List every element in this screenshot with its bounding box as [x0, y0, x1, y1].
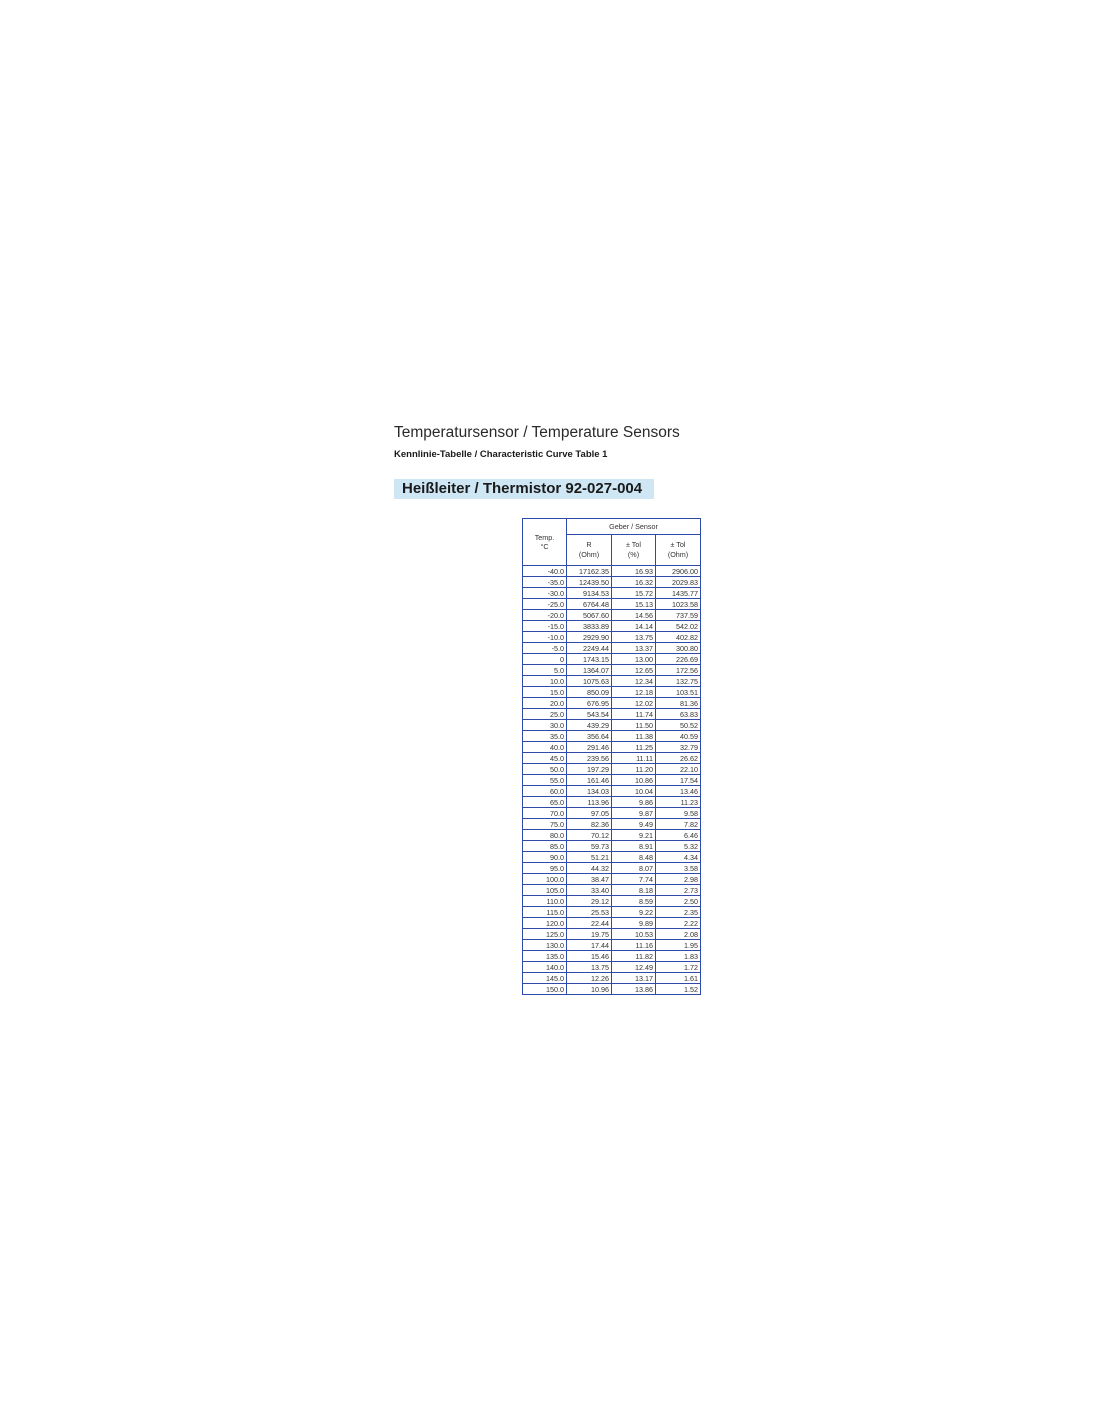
- table-row: [523, 940, 701, 951]
- cell-resistance: 12.26: [567, 973, 612, 984]
- cell-resistance: 17.44: [567, 940, 612, 951]
- cell-tolerance-ohm: 9.58: [656, 808, 701, 819]
- table-row: [523, 962, 701, 973]
- cell-temperature: -20.0: [523, 610, 567, 621]
- cell-tolerance-ohm: 7.82: [656, 819, 701, 830]
- cell-tolerance-percent: 13.75: [612, 632, 656, 643]
- header-tolerance-ohm: [656, 535, 701, 566]
- cell-resistance: 15.46: [567, 951, 612, 962]
- cell-tolerance-ohm: 63.83: [656, 709, 701, 720]
- cell-resistance: 51.21: [567, 852, 612, 863]
- cell-resistance: 1743.15: [567, 654, 612, 665]
- cell-tolerance-percent: 16.32: [612, 577, 656, 588]
- cell-tolerance-percent: 10.04: [612, 786, 656, 797]
- cell-temperature: -15.0: [523, 621, 567, 632]
- cell-temperature: 110.0: [523, 896, 567, 907]
- cell-resistance: 38.47: [567, 874, 612, 885]
- table-row: [523, 764, 701, 775]
- table-row: [523, 973, 701, 984]
- table-row: [523, 654, 701, 665]
- cell-tolerance-ohm: 50.52: [656, 720, 701, 731]
- header-tolerance-percent-label: ± Tol (%): [626, 540, 641, 559]
- table-row: [523, 819, 701, 830]
- cell-tolerance-percent: 9.87: [612, 808, 656, 819]
- cell-resistance: 676.95: [567, 698, 612, 709]
- cell-temperature: -25.0: [523, 599, 567, 610]
- cell-temperature: 145.0: [523, 973, 567, 984]
- cell-resistance: 543.54: [567, 709, 612, 720]
- cell-resistance: 356.64: [567, 731, 612, 742]
- cell-temperature: 55.0: [523, 775, 567, 786]
- cell-tolerance-percent: 11.74: [612, 709, 656, 720]
- cell-resistance: 291.46: [567, 742, 612, 753]
- cell-temperature: 120.0: [523, 918, 567, 929]
- cell-tolerance-percent: 10.86: [612, 775, 656, 786]
- table-row: [523, 808, 701, 819]
- cell-temperature: 10.0: [523, 676, 567, 687]
- cell-resistance: 82.36: [567, 819, 612, 830]
- cell-tolerance-ohm: 226.69: [656, 654, 701, 665]
- header-temperature-label: Temp. °C: [534, 533, 555, 551]
- cell-temperature: 75.0: [523, 819, 567, 830]
- cell-resistance: 3833.89: [567, 621, 612, 632]
- cell-tolerance-ohm: 32.79: [656, 742, 701, 753]
- cell-tolerance-ohm: 5.32: [656, 841, 701, 852]
- cell-resistance: 17162.35: [567, 566, 612, 577]
- cell-tolerance-ohm: 3.58: [656, 863, 701, 874]
- table-row: [523, 830, 701, 841]
- cell-tolerance-ohm: 40.59: [656, 731, 701, 742]
- cell-tolerance-ohm: 300.80: [656, 643, 701, 654]
- cell-tolerance-percent: 9.49: [612, 819, 656, 830]
- cell-temperature: 50.0: [523, 764, 567, 775]
- table-row: [523, 632, 701, 643]
- cell-tolerance-ohm: 737.59: [656, 610, 701, 621]
- cell-resistance: 70.12: [567, 830, 612, 841]
- table-row: [523, 885, 701, 896]
- cell-temperature: 130.0: [523, 940, 567, 951]
- table-row: [523, 852, 701, 863]
- table-row: [523, 665, 701, 676]
- cell-tolerance-percent: 15.13: [612, 599, 656, 610]
- cell-resistance: 439.29: [567, 720, 612, 731]
- product-heading: Heißleiter / Thermistor 92-027-004: [394, 479, 654, 499]
- cell-resistance: 22.44: [567, 918, 612, 929]
- cell-temperature: 135.0: [523, 951, 567, 962]
- cell-temperature: 105.0: [523, 885, 567, 896]
- cell-resistance: 1364.07: [567, 665, 612, 676]
- cell-temperature: 90.0: [523, 852, 567, 863]
- table-row: [523, 863, 701, 874]
- cell-tolerance-ohm: 132.75: [656, 676, 701, 687]
- header-sensor-group: Geber / Sensor: [567, 519, 701, 535]
- table-row: [523, 841, 701, 852]
- cell-resistance: 97.05: [567, 808, 612, 819]
- table-row: [523, 621, 701, 632]
- cell-resistance: 13.75: [567, 962, 612, 973]
- cell-tolerance-percent: 11.25: [612, 742, 656, 753]
- cell-tolerance-ohm: 4.34: [656, 852, 701, 863]
- cell-tolerance-percent: 13.00: [612, 654, 656, 665]
- cell-tolerance-percent: 8.91: [612, 841, 656, 852]
- cell-tolerance-ohm: 542.02: [656, 621, 701, 632]
- cell-tolerance-percent: 14.14: [612, 621, 656, 632]
- cell-tolerance-ohm: 1.52: [656, 984, 701, 995]
- cell-tolerance-percent: 13.86: [612, 984, 656, 995]
- cell-tolerance-ohm: 103.51: [656, 687, 701, 698]
- cell-tolerance-ohm: 11.23: [656, 797, 701, 808]
- cell-resistance: 44.32: [567, 863, 612, 874]
- table-row: [523, 797, 701, 808]
- cell-tolerance-ohm: 1.61: [656, 973, 701, 984]
- table-row: [523, 610, 701, 621]
- cell-tolerance-ohm: 81.36: [656, 698, 701, 709]
- table-row: [523, 698, 701, 709]
- cell-temperature: 0: [523, 654, 567, 665]
- cell-tolerance-ohm: 2.50: [656, 896, 701, 907]
- cell-tolerance-percent: 12.65: [612, 665, 656, 676]
- cell-tolerance-percent: 9.22: [612, 907, 656, 918]
- cell-tolerance-percent: 7.74: [612, 874, 656, 885]
- cell-tolerance-ohm: 2.08: [656, 929, 701, 940]
- cell-tolerance-percent: 8.18: [612, 885, 656, 896]
- cell-tolerance-ohm: 2.98: [656, 874, 701, 885]
- cell-temperature: 35.0: [523, 731, 567, 742]
- table-row: [523, 786, 701, 797]
- cell-tolerance-percent: 12.02: [612, 698, 656, 709]
- cell-tolerance-percent: 11.20: [612, 764, 656, 775]
- cell-tolerance-percent: 16.93: [612, 566, 656, 577]
- cell-resistance: 850.09: [567, 687, 612, 698]
- cell-temperature: -5.0: [523, 643, 567, 654]
- cell-temperature: 15.0: [523, 687, 567, 698]
- cell-temperature: -30.0: [523, 588, 567, 599]
- cell-tolerance-ohm: 2906.00: [656, 566, 701, 577]
- cell-temperature: 30.0: [523, 720, 567, 731]
- cell-tolerance-percent: 9.86: [612, 797, 656, 808]
- cell-temperature: 85.0: [523, 841, 567, 852]
- cell-tolerance-ohm: 2.35: [656, 907, 701, 918]
- table-row: [523, 742, 701, 753]
- header-resistance-label: R (Ohm): [578, 540, 600, 559]
- table-row: [523, 588, 701, 599]
- cell-temperature: -35.0: [523, 577, 567, 588]
- cell-resistance: 113.96: [567, 797, 612, 808]
- cell-resistance: 2249.44: [567, 643, 612, 654]
- cell-temperature: 140.0: [523, 962, 567, 973]
- cell-tolerance-ohm: 1023.58: [656, 599, 701, 610]
- cell-tolerance-percent: 12.49: [612, 962, 656, 973]
- cell-tolerance-percent: 15.72: [612, 588, 656, 599]
- table-row: [523, 687, 701, 698]
- table-row: [523, 874, 701, 885]
- table-row: [523, 577, 701, 588]
- cell-temperature: 70.0: [523, 808, 567, 819]
- cell-tolerance-percent: 13.37: [612, 643, 656, 654]
- cell-tolerance-ohm: 1435.77: [656, 588, 701, 599]
- cell-resistance: 12439.50: [567, 577, 612, 588]
- cell-tolerance-percent: 9.21: [612, 830, 656, 841]
- table-row: [523, 775, 701, 786]
- table-row: [523, 731, 701, 742]
- cell-resistance: 197.29: [567, 764, 612, 775]
- cell-temperature: 115.0: [523, 907, 567, 918]
- table-row: [523, 907, 701, 918]
- characteristic-curve-table: [522, 518, 701, 995]
- cell-tolerance-ohm: 22.10: [656, 764, 701, 775]
- header-temperature: [523, 519, 567, 566]
- cell-tolerance-percent: 13.17: [612, 973, 656, 984]
- table-row: [523, 984, 701, 995]
- cell-tolerance-percent: 11.11: [612, 753, 656, 764]
- cell-resistance: 239.56: [567, 753, 612, 764]
- cell-temperature: 95.0: [523, 863, 567, 874]
- table-row: [523, 676, 701, 687]
- document-title: Temperatursensor / Temperature Sensors: [394, 424, 680, 441]
- cell-resistance: 134.03: [567, 786, 612, 797]
- cell-temperature: 100.0: [523, 874, 567, 885]
- cell-temperature: 125.0: [523, 929, 567, 940]
- cell-tolerance-percent: 8.48: [612, 852, 656, 863]
- cell-tolerance-ohm: 1.95: [656, 940, 701, 951]
- cell-tolerance-ohm: 2029.83: [656, 577, 701, 588]
- cell-temperature: 150.0: [523, 984, 567, 995]
- cell-tolerance-ohm: 1.83: [656, 951, 701, 962]
- table-row: [523, 918, 701, 929]
- cell-tolerance-ohm: 2.73: [656, 885, 701, 896]
- cell-tolerance-percent: 9.89: [612, 918, 656, 929]
- table-row: [523, 753, 701, 764]
- cell-tolerance-ohm: 1.72: [656, 962, 701, 973]
- cell-temperature: 5.0: [523, 665, 567, 676]
- cell-resistance: 1075.63: [567, 676, 612, 687]
- cell-temperature: 20.0: [523, 698, 567, 709]
- cell-tolerance-percent: 12.34: [612, 676, 656, 687]
- cell-resistance: 9134.53: [567, 588, 612, 599]
- cell-tolerance-ohm: 17.54: [656, 775, 701, 786]
- header-tolerance-ohm-label: ± Tol (Ohm): [667, 540, 689, 559]
- table-row: [523, 896, 701, 907]
- cell-tolerance-percent: 11.38: [612, 731, 656, 742]
- table-row: [523, 599, 701, 610]
- cell-resistance: 5067.60: [567, 610, 612, 621]
- header-tolerance-percent: [612, 535, 656, 566]
- cell-tolerance-percent: 14.56: [612, 610, 656, 621]
- cell-resistance: 10.96: [567, 984, 612, 995]
- cell-tolerance-percent: 8.59: [612, 896, 656, 907]
- cell-tolerance-percent: 11.82: [612, 951, 656, 962]
- cell-resistance: 19.75: [567, 929, 612, 940]
- cell-resistance: 29.12: [567, 896, 612, 907]
- cell-resistance: 25.53: [567, 907, 612, 918]
- cell-resistance: 6764.48: [567, 599, 612, 610]
- table-row: [523, 566, 701, 577]
- cell-resistance: 161.46: [567, 775, 612, 786]
- cell-temperature: 65.0: [523, 797, 567, 808]
- cell-tolerance-ohm: 172.56: [656, 665, 701, 676]
- cell-temperature: -10.0: [523, 632, 567, 643]
- characteristic-curve-table-container: [522, 518, 700, 995]
- cell-tolerance-ohm: 2.22: [656, 918, 701, 929]
- cell-tolerance-percent: 10.53: [612, 929, 656, 940]
- cell-temperature: 25.0: [523, 709, 567, 720]
- cell-tolerance-ohm: 402.82: [656, 632, 701, 643]
- cell-tolerance-percent: 11.50: [612, 720, 656, 731]
- table-row: [523, 643, 701, 654]
- table-row: [523, 709, 701, 720]
- cell-tolerance-ohm: 6.46: [656, 830, 701, 841]
- document-subtitle: Kennlinie-Tabelle / Characteristic Curve Table 1: [394, 449, 608, 460]
- cell-temperature: -40.0: [523, 566, 567, 577]
- cell-tolerance-ohm: 26.62: [656, 753, 701, 764]
- cell-tolerance-percent: 11.16: [612, 940, 656, 951]
- cell-resistance: 2929.90: [567, 632, 612, 643]
- cell-temperature: 60.0: [523, 786, 567, 797]
- cell-temperature: 80.0: [523, 830, 567, 841]
- table-body: [523, 566, 701, 995]
- cell-resistance: 59.73: [567, 841, 612, 852]
- cell-tolerance-percent: 12.18: [612, 687, 656, 698]
- table-row: [523, 720, 701, 731]
- cell-resistance: 33.40: [567, 885, 612, 896]
- cell-temperature: 40.0: [523, 742, 567, 753]
- cell-tolerance-ohm: 13.46: [656, 786, 701, 797]
- cell-tolerance-percent: 8.07: [612, 863, 656, 874]
- table-row: [523, 929, 701, 940]
- table-row: [523, 951, 701, 962]
- header-resistance: [567, 535, 612, 566]
- cell-temperature: 45.0: [523, 753, 567, 764]
